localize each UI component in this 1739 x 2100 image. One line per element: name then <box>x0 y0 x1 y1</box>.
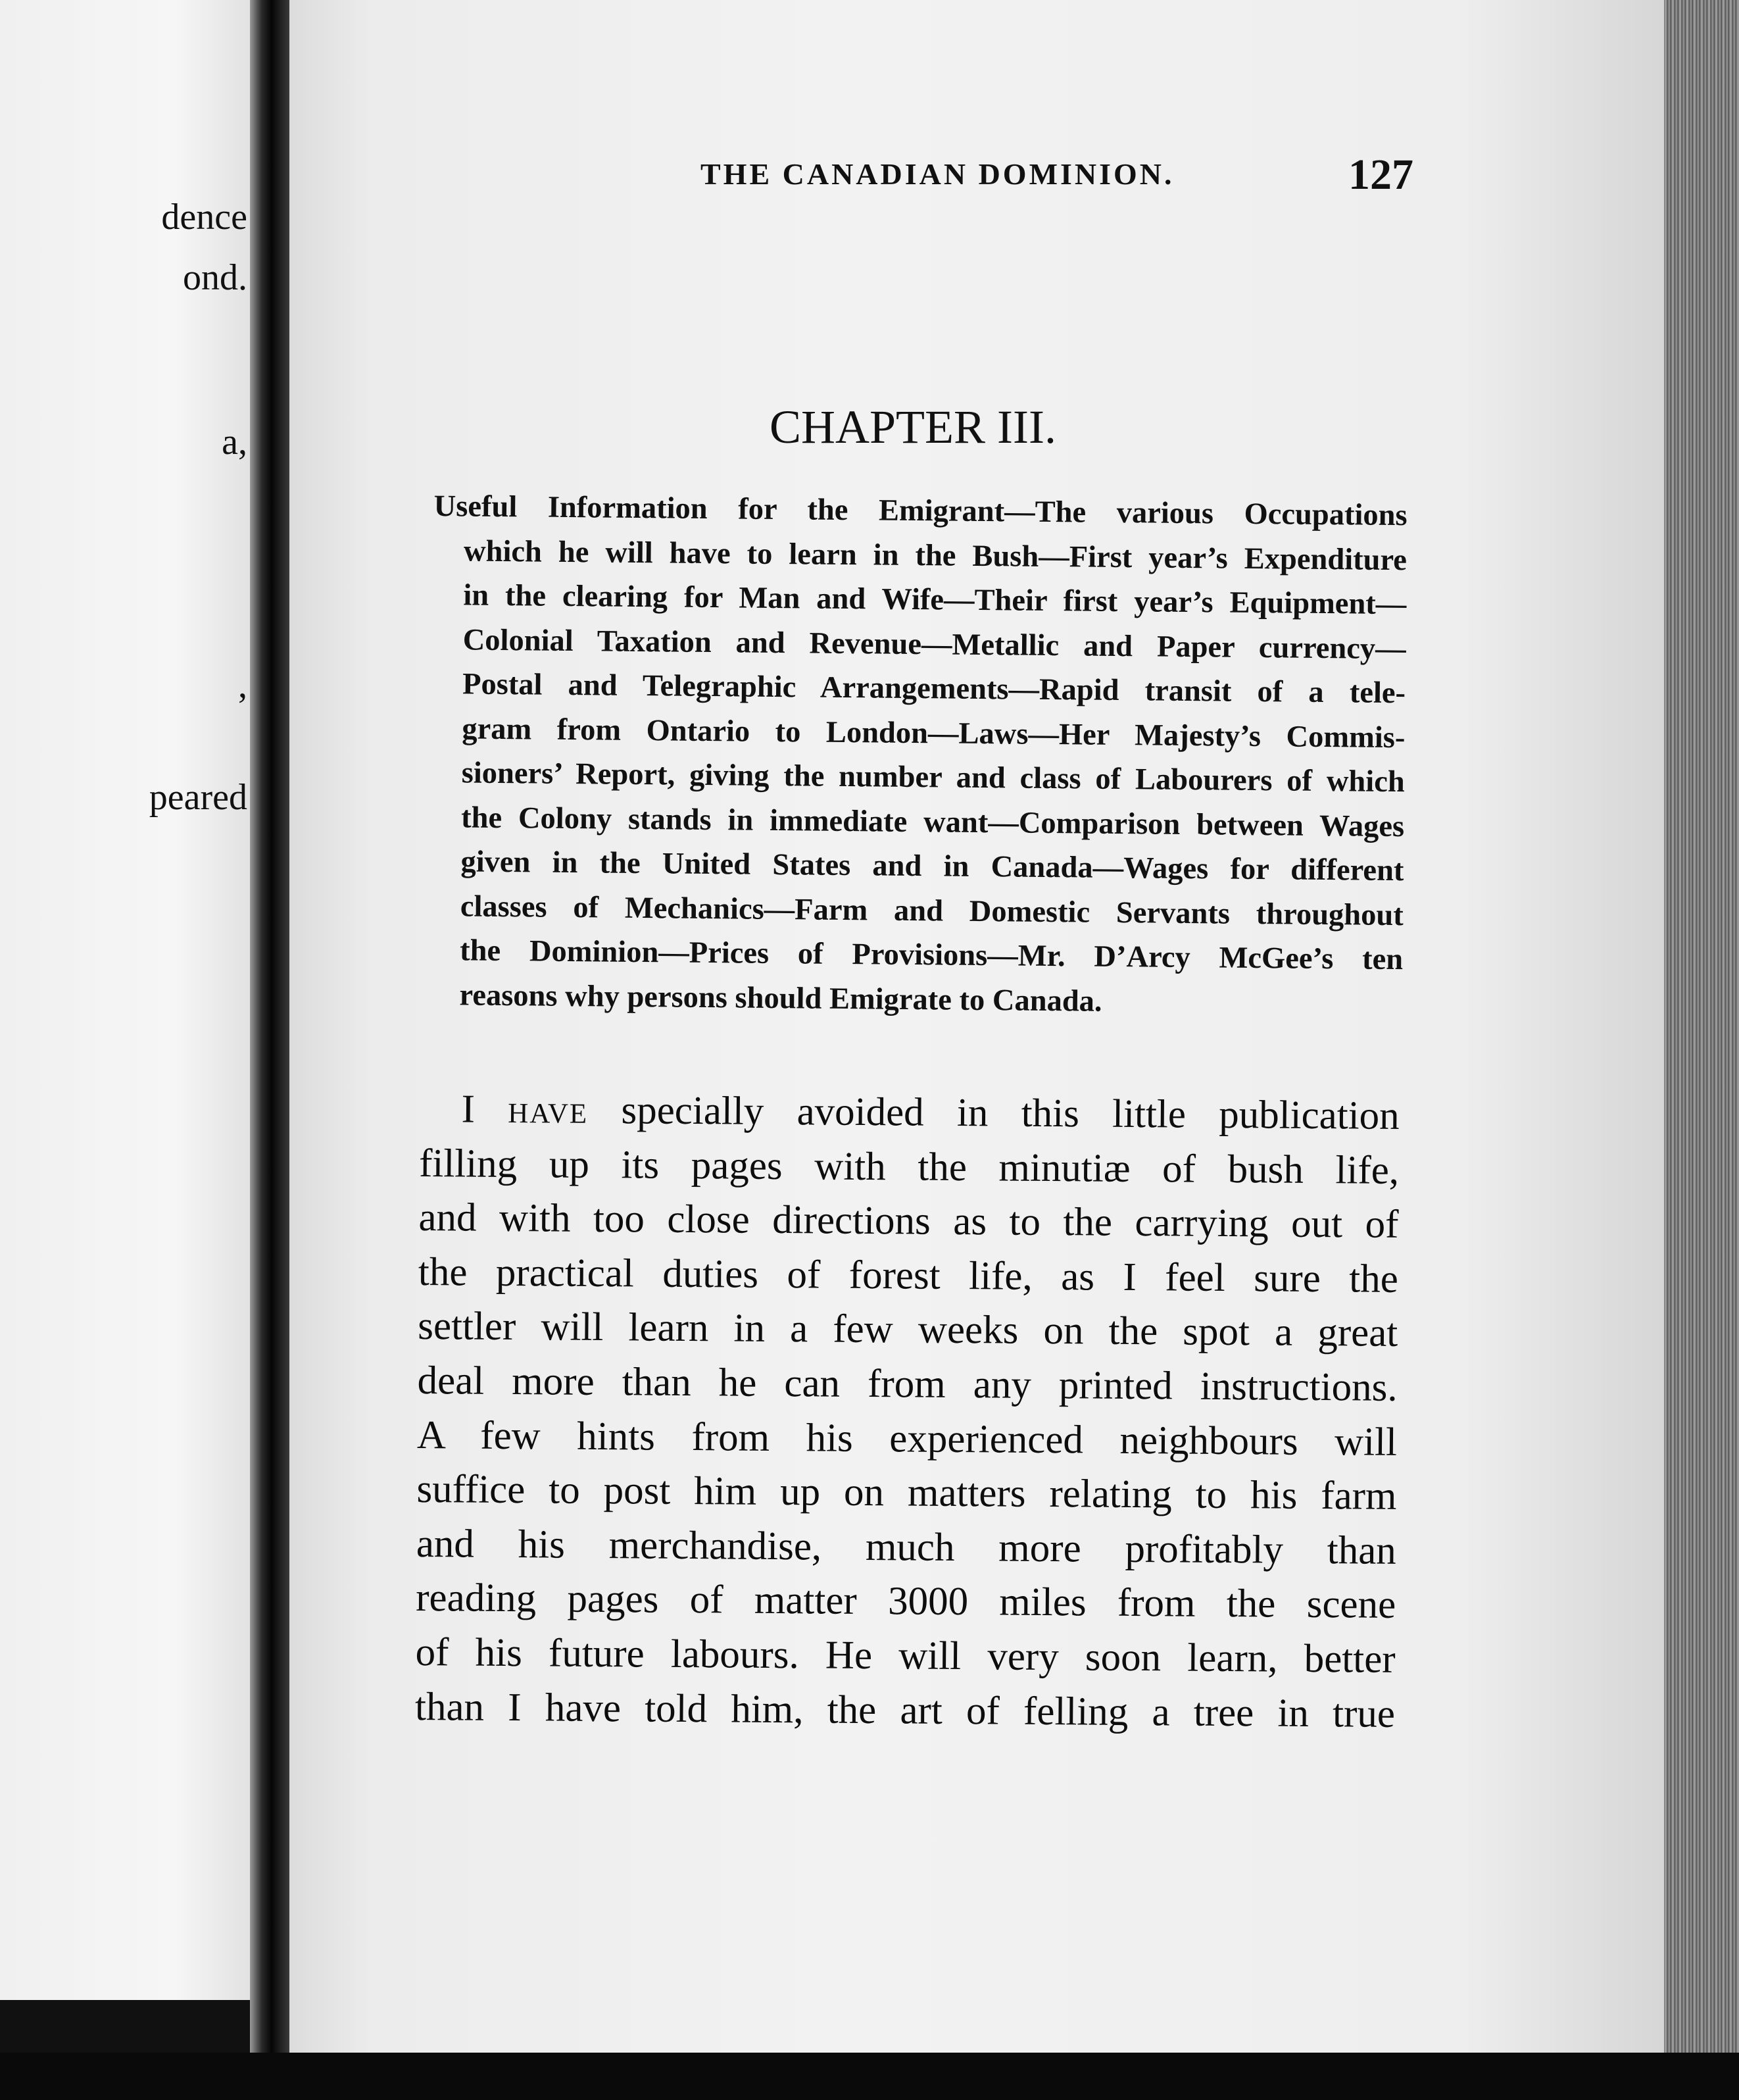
chapter-title: CHAPTER III. <box>770 401 1056 453</box>
synopsis-line: the Dominion—Prices of Provisions—Mr. D’Arcy McGee’s ten <box>459 934 1404 977</box>
chapter-synopsis <box>429 484 1408 1026</box>
drop-lead: I <box>461 1087 476 1132</box>
left-page-line: ond. <box>183 257 247 298</box>
smallcaps-word: have <box>508 1087 589 1132</box>
show-through-text <box>434 220 443 273</box>
left-page-line: peared <box>149 777 247 818</box>
body-line: suffice to post him up on matters relating to his farm <box>416 1467 1397 1519</box>
body-line <box>419 1082 1400 1144</box>
body-line: filling up its pages with the minutiæ of bush life, <box>418 1141 1400 1193</box>
body-line: and with too close directions as to the carrying out of <box>418 1195 1399 1247</box>
bottom-shadow <box>0 2053 1739 2100</box>
synopsis-line: the Colony stands in immediate want—Comparison between Wages <box>460 800 1405 843</box>
body-line: and his merchandise, much more profitably than <box>416 1521 1397 1573</box>
synopsis-line: Postal and Telegraphic Arrangements—Rapid transit of a tele- <box>462 667 1406 711</box>
synopsis-line: gram from Ontario to London—Laws—Her Majesty’s Commis- <box>462 711 1406 755</box>
left-page-line: , <box>238 665 247 706</box>
book-page <box>289 0 1664 2053</box>
left-page-line: dence <box>161 197 247 238</box>
left-page-line: a, <box>222 422 247 463</box>
left-page-bottom-shadow <box>0 2000 289 2053</box>
synopsis-line: given in the United States and in Canada—Wages for different <box>460 845 1404 888</box>
body-line: than I have told him, the art of felling a tree in true <box>414 1684 1396 1736</box>
synopsis-line: reasons why persons should Emigrate to Canada. <box>459 978 1102 1018</box>
synopsis-line: which he will have to learn in the Bush—First year’s Expenditure <box>463 534 1408 577</box>
page-number: 127 <box>1348 151 1413 199</box>
first-line-rest: specially avoided in this little publication <box>621 1088 1400 1138</box>
body-paragraph <box>415 1082 1400 1741</box>
page-edges <box>1664 0 1739 2100</box>
body-line: A few hints from his experienced neighbours will <box>416 1412 1398 1464</box>
synopsis-line: Colonial Taxation and Revenue—Metallic and Paper currency— <box>462 622 1406 666</box>
synopsis-line: Useful Information for the Emigrant—The various Occupations <box>433 489 1408 533</box>
synopsis-line: sioners’ Report, giving the number and class of Labourers of which <box>461 756 1405 799</box>
body-line: deal more than he can from any printed instructions. <box>417 1358 1398 1410</box>
left-facing-page <box>0 0 250 2000</box>
running-head: THE CANADIAN DOMINION. <box>700 157 1175 191</box>
body-line: the practical duties of forest life, as I feel sure the <box>418 1249 1399 1301</box>
body-line: reading pages of matter 3000 miles from the scene <box>416 1576 1396 1628</box>
body-line: of his future labours. He will very soon learn, better <box>415 1630 1396 1682</box>
synopsis-line: in the clearing for Man and Wife—Their first year’s Equipment— <box>463 578 1407 622</box>
body-line: settler will learn in a few weeks on the spot a great <box>418 1304 1398 1356</box>
book-gutter <box>250 0 289 2100</box>
synopsis-line: classes of Mechanics—Farm and Domestic Servants throughout <box>460 889 1404 932</box>
